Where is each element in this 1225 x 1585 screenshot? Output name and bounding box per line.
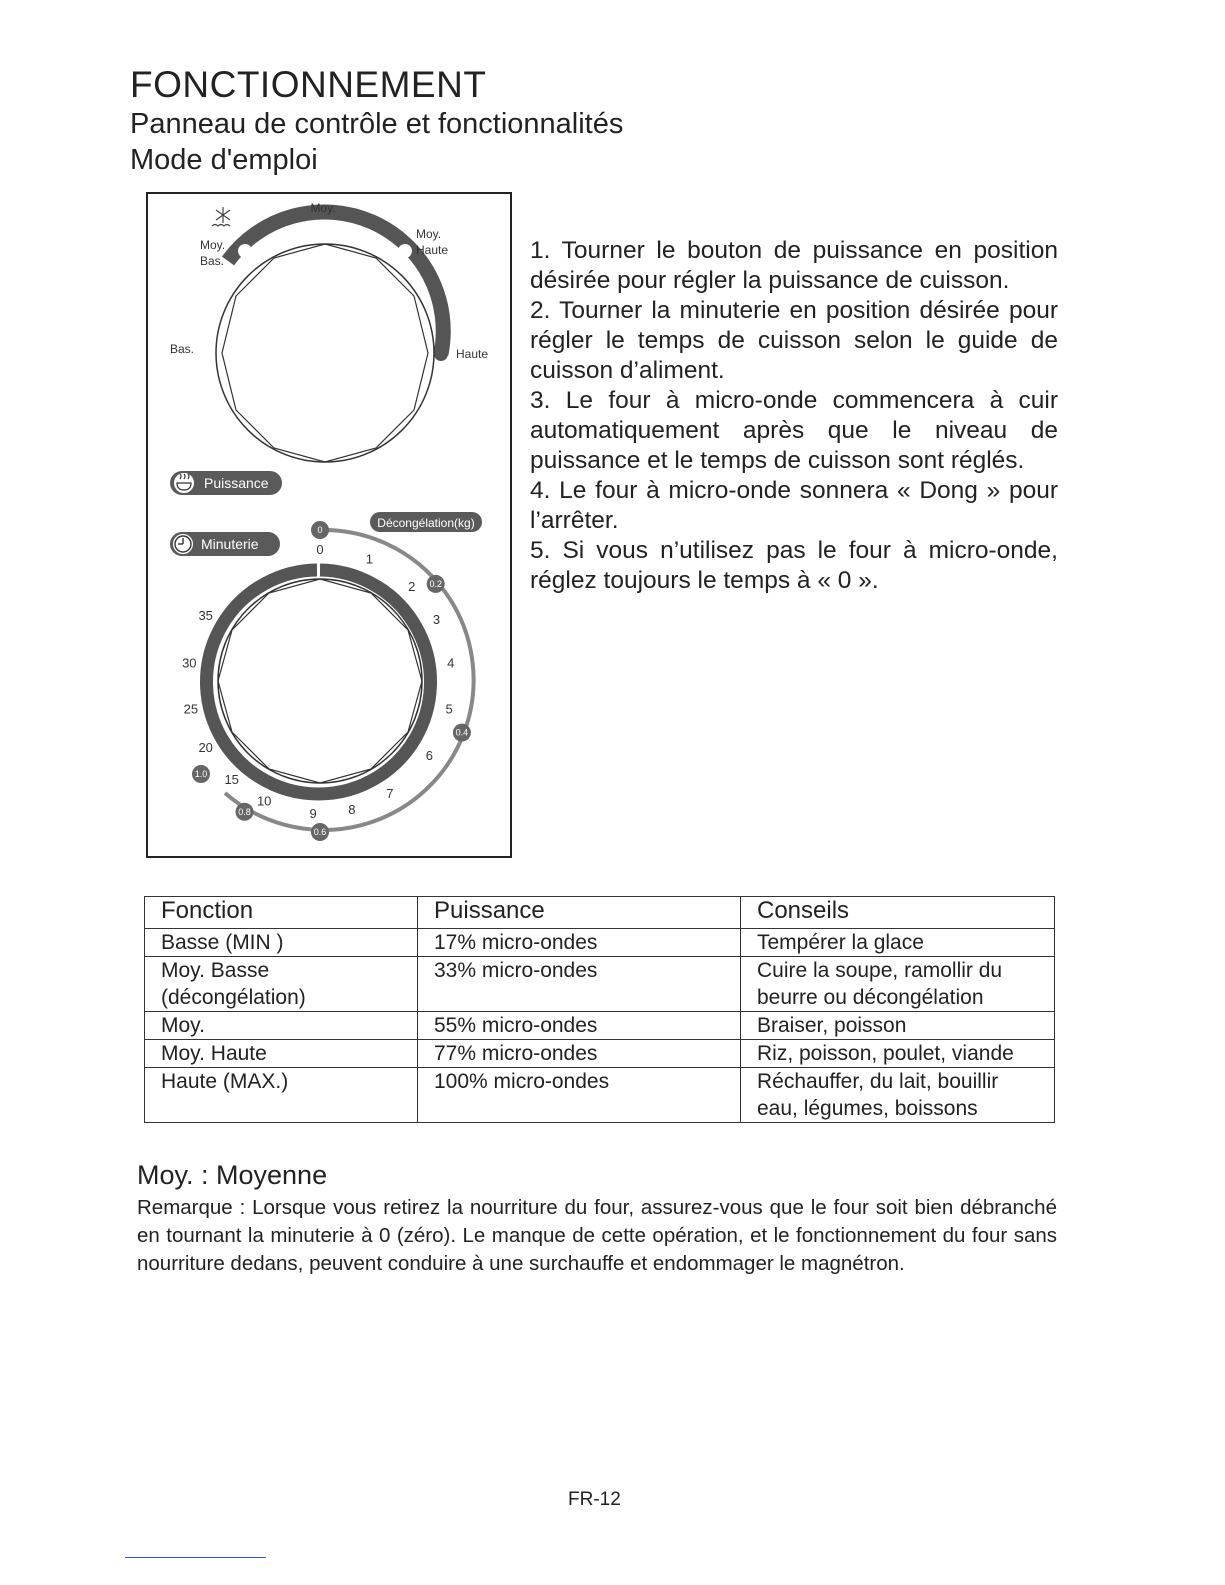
table-cell-fonction: Moy. Haute xyxy=(145,1040,418,1068)
minute-mark-label: 9 xyxy=(309,805,317,821)
page-number: FR-12 xyxy=(568,1489,621,1510)
power-label-moy-bas-line1: Moy. xyxy=(200,238,226,252)
power-label-moy: Moy. xyxy=(310,201,336,215)
step-item: 3. Le four à micro-onde commencera à cuir automatiquement après que le niveau de puissance et le temps de cuisson sont réglés. xyxy=(530,387,1058,474)
minuterie-badge-label: Minuterie xyxy=(201,536,259,552)
minute-mark-label: 4 xyxy=(447,655,455,671)
power-knob-polygon xyxy=(222,244,428,462)
table-cell-fonction: Moy. xyxy=(145,1012,418,1040)
minute-mark-label: 35 xyxy=(198,608,213,623)
step-item: 5. Si vous n’utilisez pas le four à micro-onde, réglez toujours le temps à « 0 ». xyxy=(530,537,1058,594)
table-cell-fonction: Moy. Basse (décongélation) xyxy=(145,957,418,1012)
power-label-moy-haute-line2: Haute xyxy=(416,243,449,257)
abbreviation-note-title: Moy. : Moyenne xyxy=(137,1160,328,1190)
minute-mark-label: 7 xyxy=(386,785,394,801)
power-arc xyxy=(228,212,443,354)
table-cell-conseils: Cuire la soupe, ramollir du beurre ou décongélation xyxy=(741,957,1055,1012)
timer-knob xyxy=(182,521,474,841)
control-panel-illustration xyxy=(146,192,512,858)
tick-haute xyxy=(434,347,448,361)
defrost-weight-label: 0.6 xyxy=(313,827,327,837)
table-cell-conseils: Braiser, poisson xyxy=(741,1012,1055,1040)
instruction-steps xyxy=(530,236,1058,596)
step-item: 4. Le four à micro-onde sonnera « Dong » pour l’arrêter. xyxy=(530,477,1058,534)
step-item: 2. Tourner la minuterie en position désirée pour régler le temps de cuisson selon le guide de cuisson d’aliment. xyxy=(530,297,1058,384)
minute-mark-label: 2 xyxy=(408,579,416,594)
minute-mark-label: 5 xyxy=(445,701,453,717)
power-label-moy-bas-line2: Bas. xyxy=(200,254,225,268)
minute-mark-label: 10 xyxy=(256,793,272,809)
tick-moy-haute xyxy=(398,244,412,258)
remark-paragraph: Remarque : Lorsque vous retirez la nourriture du four, assurez-vous que le four soit bien débranché en tournant la minuterie à 0 (zéro). Le manque de cette opération, et le fonctionnement du four sans nourriture dedans, peuvent conduire à une surchauffe et endommager le magnétron. xyxy=(137,1196,1057,1275)
defrost-weight-label: 0.2 xyxy=(429,578,442,589)
table-cell-puissance: 77% micro-ondes xyxy=(418,1040,741,1068)
puissance-badge xyxy=(170,471,282,495)
control-panel-drawing xyxy=(148,194,514,860)
timer-knob-circle xyxy=(218,579,422,783)
table-row xyxy=(145,957,1055,1012)
section-title: Panneau de contrôle et fonctionnalités xyxy=(130,108,624,140)
minute-mark-label: 20 xyxy=(198,740,213,755)
table-cell-conseils: Tempérer la glace xyxy=(741,929,1055,957)
tick-moy xyxy=(318,224,332,238)
minute-mark-label: 1 xyxy=(365,551,374,567)
table-cell-puissance: 55% micro-ondes xyxy=(418,1012,741,1040)
minute-mark-label: 25 xyxy=(183,701,199,717)
timer-arc xyxy=(207,570,434,794)
column-header-conseils: Conseils xyxy=(741,897,1055,929)
table-cell-puissance: 100% micro-ondes xyxy=(418,1068,741,1123)
defrost-weight-label: 0 xyxy=(317,525,323,535)
defrost-weight-label: 0.4 xyxy=(455,727,469,738)
power-knob-circle xyxy=(216,244,434,462)
defrost-weight-label: 0.8 xyxy=(238,806,251,817)
power-levels-table xyxy=(144,896,1055,1123)
column-header-puissance: Puissance xyxy=(418,897,741,929)
column-header-fonction: Fonction xyxy=(145,897,418,929)
table-cell-fonction: Basse (MIN ) xyxy=(145,929,418,957)
step-item: 1. Tourner le bouton de puissance en position désirée pour régler la puissance de cuisson. xyxy=(530,237,1058,294)
power-knob xyxy=(170,201,488,462)
power-label-haute: Haute xyxy=(456,347,489,361)
minute-mark-label: 15 xyxy=(224,772,239,788)
power-label-moy-haute-line1: Moy. xyxy=(416,227,442,241)
table-row xyxy=(145,929,1055,957)
defrost-weight-badge-label: Décongélation(kg) xyxy=(377,516,475,530)
tick-moy-bas xyxy=(238,244,252,258)
minute-mark-label: 30 xyxy=(182,655,197,671)
table-cell-fonction: Haute (MAX.) xyxy=(145,1068,418,1123)
page-title: FONCTIONNEMENT xyxy=(130,64,487,105)
defrost-icon xyxy=(212,207,230,226)
puissance-badge-label: Puissance xyxy=(204,475,269,491)
minuterie-badge xyxy=(170,532,280,556)
minute-mark-label: 3 xyxy=(432,612,441,627)
defrost-weight-label: 1.0 xyxy=(194,769,208,779)
footnote-rule xyxy=(125,1557,266,1558)
minute-mark-label: 6 xyxy=(425,747,434,763)
table-row xyxy=(145,1012,1055,1040)
table-cell-puissance: 17% micro-ondes xyxy=(418,929,741,957)
section-subtitle: Mode d'emploi xyxy=(130,144,318,176)
table-row xyxy=(145,1068,1055,1123)
table-cell-conseils: Riz, poisson, poulet, viande xyxy=(741,1040,1055,1068)
timer-knob-polygon xyxy=(218,579,422,783)
table-cell-puissance: 33% micro-ondes xyxy=(418,957,741,1012)
table-row xyxy=(145,1040,1055,1068)
minute-marks xyxy=(182,542,454,821)
table-cell-conseils: Réchauffer, du lait, bouillir eau, légumes, boissons xyxy=(741,1068,1055,1123)
power-label-bas: Bas. xyxy=(170,342,195,356)
defrost-weight-badge xyxy=(370,512,482,532)
table-header-row xyxy=(145,897,1055,929)
minute-mark-label: 8 xyxy=(348,802,356,818)
minute-mark-label: 0 xyxy=(316,542,324,557)
